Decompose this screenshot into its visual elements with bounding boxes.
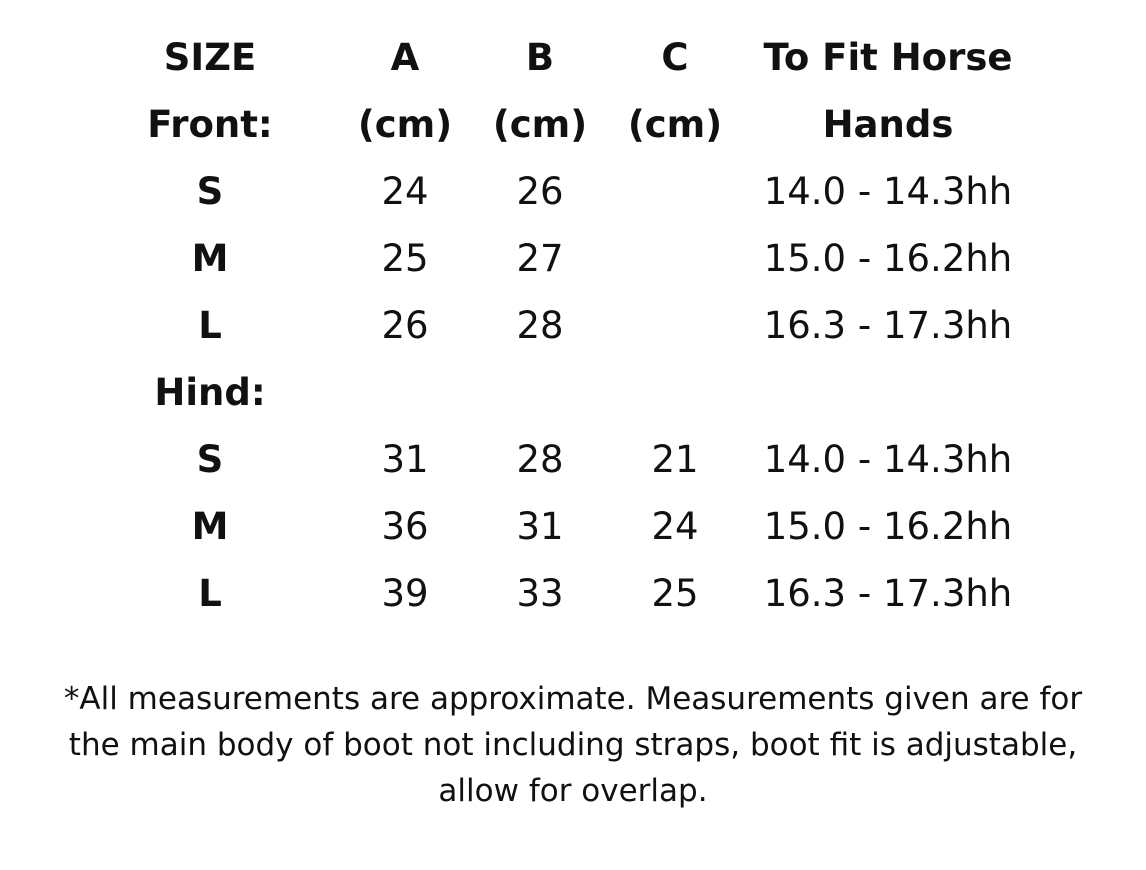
measure-b: 27 — [516, 237, 564, 280]
measure-c — [605, 225, 745, 292]
front-section-label: Front: — [147, 103, 273, 146]
measure-c — [605, 292, 745, 359]
measure-a: 31 — [381, 438, 429, 481]
size-label: L — [198, 572, 222, 615]
header-c-unit: (cm) — [627, 103, 723, 146]
size-label: L — [198, 304, 222, 347]
fit-range: 16.3 - 17.3hh — [763, 304, 1013, 347]
header-b-unit: (cm) — [492, 103, 588, 146]
header-a-unit: (cm) — [357, 103, 453, 146]
measure-b: 28 — [516, 438, 564, 481]
size-label: M — [191, 505, 229, 548]
fit-range: 14.0 - 14.3hh — [763, 170, 1013, 213]
measure-b: 28 — [516, 304, 564, 347]
measure-b: 33 — [516, 572, 564, 615]
measure-a: 26 — [381, 304, 429, 347]
header-b: B — [525, 36, 555, 79]
size-label: S — [196, 170, 224, 213]
note-line: the main body of boot not including straps, boot fit is adjustable, — [68, 727, 1078, 763]
measure-b: 26 — [516, 170, 564, 213]
hind-section-label: Hind: — [154, 371, 266, 414]
hind-label-row — [0, 359, 1146, 426]
fit-range: 16.3 - 17.3hh — [763, 572, 1013, 615]
note-line: *All measurements are approximate. Measurements given are for — [63, 681, 1083, 717]
header-row-1 — [0, 24, 1146, 91]
measurement-note — [40, 676, 1106, 814]
front-row-s — [0, 158, 1146, 225]
fit-range: 14.0 - 14.3hh — [763, 438, 1013, 481]
measure-c: 25 — [651, 572, 699, 615]
measure-c — [605, 158, 745, 225]
header-size: SIZE — [163, 36, 257, 79]
header-fit: To Fit Horse — [763, 36, 1013, 79]
header-row-2 — [0, 91, 1146, 158]
hind-row-m — [0, 493, 1146, 560]
measure-a: 24 — [381, 170, 429, 213]
header-fit-unit: Hands — [822, 103, 954, 146]
size-label: M — [191, 237, 229, 280]
fit-range: 15.0 - 16.2hh — [763, 505, 1013, 548]
measure-a: 36 — [381, 505, 429, 548]
measure-a: 39 — [381, 572, 429, 615]
front-row-m — [0, 225, 1146, 292]
measure-b: 31 — [516, 505, 564, 548]
measure-a: 25 — [381, 237, 429, 280]
measure-c: 24 — [651, 505, 699, 548]
header-a: A — [390, 36, 420, 79]
hind-row-s — [0, 426, 1146, 493]
front-row-l — [0, 292, 1146, 359]
fit-range: 15.0 - 16.2hh — [763, 237, 1013, 280]
note-line: allow for overlap. — [438, 773, 708, 809]
measure-c: 21 — [651, 438, 699, 481]
size-label: S — [196, 438, 224, 481]
size-chart-table — [0, 24, 1146, 627]
header-c: C — [661, 36, 689, 79]
hind-row-l — [0, 560, 1146, 627]
